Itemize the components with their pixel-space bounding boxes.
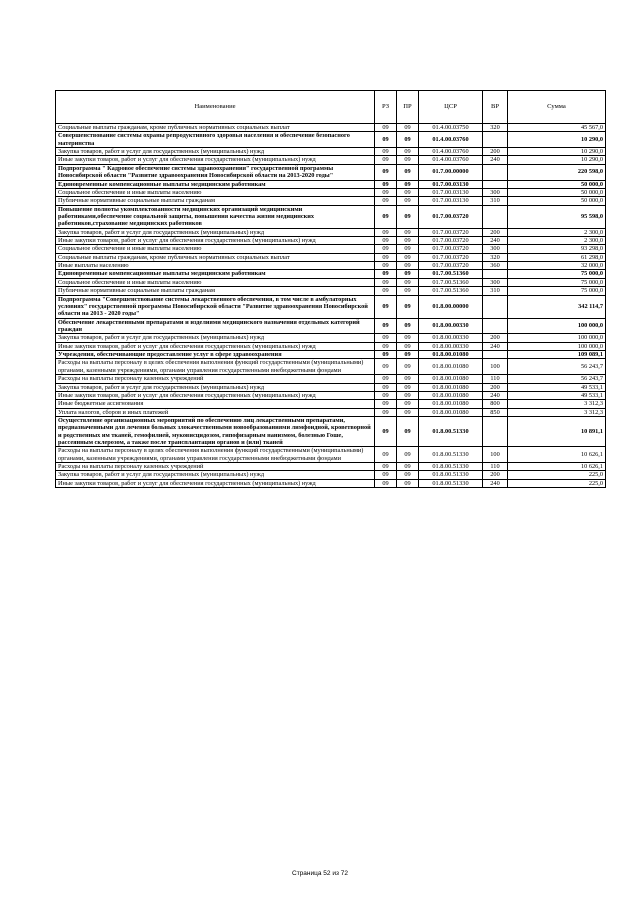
cell-rz: 09 [375,253,397,261]
cell-name: Публичные нормативные социальные выплаты гражданам [56,287,375,295]
cell-rz: 09 [375,400,397,408]
table-row [56,287,606,295]
cell-name: Социальное обеспечение и иные выплаты населению [56,188,375,196]
cell-name: Закупка товаров, работ и услуг для государственных (муниципальных) нужд [56,148,375,156]
cell-sum: 2 300,0 [508,237,606,245]
cell-csr: 01.7.00.00000 [419,164,483,180]
cell-name: Единовременные компенсационные выплаты медицинским работникам [56,180,375,188]
cell-csr: 01.8.00.51330 [419,416,483,446]
cell-csr: 01.4.00.03760 [419,156,483,164]
table-row [56,463,606,471]
cell-vr: 110 [483,375,508,383]
table-row [56,164,606,180]
cell-sum: 100 000,0 [508,334,606,342]
cell-csr: 01.7.00.03720 [419,205,483,228]
cell-pr: 09 [397,205,419,228]
cell-sum: 109 089,1 [508,351,606,359]
cell-sum: 50 000,0 [508,180,606,188]
header-pr: ПР [397,91,419,124]
cell-rz: 09 [375,132,397,148]
cell-name: Социальное обеспечение и иные выплаты населению [56,245,375,253]
cell-csr: 01.4.00.03750 [419,124,483,132]
cell-pr: 09 [397,278,419,286]
cell-csr: 01.7.00.03130 [419,180,483,188]
cell-vr: 300 [483,245,508,253]
cell-name: Иные закупки товаров, работ и услуг для обеспечения государственных (муниципальных) нужд [56,391,375,399]
cell-name: Уплата налогов, сборов и иных платежей [56,408,375,416]
cell-name: Единовременные компенсационные выплаты медицинским работникам [56,270,375,278]
cell-pr: 09 [397,156,419,164]
table-row [56,359,606,375]
cell-vr [483,318,508,334]
cell-sum: 100 000,0 [508,342,606,350]
cell-vr [483,180,508,188]
cell-vr: 200 [483,148,508,156]
table-row [56,124,606,132]
cell-sum: 225,0 [508,479,606,487]
cell-rz: 09 [375,278,397,286]
cell-csr: 01.8.00.00000 [419,295,483,318]
cell-sum: 49 533,1 [508,391,606,399]
cell-csr: 01.8.00.01080 [419,400,483,408]
cell-csr: 01.8.00.01080 [419,375,483,383]
cell-sum: 10 290,0 [508,132,606,148]
cell-name: Закупка товаров, работ и услуг для государственных (муниципальных) нужд [56,228,375,236]
table-row [56,132,606,148]
cell-name: Повышение полноты укомплектованности медицинских организаций медицинскими работниками,обеспечение социальной защиты, повышения качества жизни медицинских работников,страхование медицинских работников [56,205,375,228]
cell-pr: 09 [397,164,419,180]
table-row [56,228,606,236]
cell-sum: 95 598,0 [508,205,606,228]
cell-vr: 200 [483,383,508,391]
cell-sum: 61 298,0 [508,253,606,261]
cell-pr: 09 [397,408,419,416]
cell-csr: 01.7.00.51360 [419,278,483,286]
table-body [56,124,606,488]
cell-sum: 10 626,1 [508,447,606,463]
cell-sum: 49 533,1 [508,383,606,391]
cell-pr: 09 [397,180,419,188]
cell-vr: 310 [483,287,508,295]
table-row [56,342,606,350]
cell-sum: 50 000,0 [508,188,606,196]
cell-csr: 01.8.00.01080 [419,408,483,416]
cell-pr: 09 [397,479,419,487]
cell-pr: 09 [397,359,419,375]
table-row [56,295,606,318]
cell-csr: 01.7.00.03720 [419,253,483,261]
table-row [56,205,606,228]
cell-name: Осуществление организационных мероприятий по обеспечению лиц лекарственными препаратами, предназначенными для лечения больных злокачественными новообразованиями лимфоидной, кроветворной и родственных им тканей, гемофилией, муковисцидозом, гипофизарным нанизмом, болезнью Гоше, рассеянным склерозом, а также после трансплантации органов и (или) тканей [56,416,375,446]
cell-csr: 01.8.00.01080 [419,391,483,399]
cell-vr: 800 [483,400,508,408]
cell-csr: 01.8.00.01080 [419,383,483,391]
cell-name: Социальное обеспечение и иные выплаты населению [56,278,375,286]
cell-rz: 09 [375,156,397,164]
cell-sum: 3 312,3 [508,400,606,408]
cell-vr: 200 [483,334,508,342]
cell-name: Иные закупки товаров, работ и услуг для обеспечения государственных (муниципальных) нужд [56,342,375,350]
cell-name: Расходы на выплаты персоналу казенных учреждений [56,463,375,471]
cell-name: Учреждения, обеспечивающие предоставление услуг в сфере здравоохранения [56,351,375,359]
cell-csr: 01.7.00.03720 [419,262,483,270]
table-row [56,197,606,205]
budget-table [55,90,606,488]
cell-csr: 01.4.00.03760 [419,148,483,156]
header-name: Наименование [56,91,375,124]
cell-csr: 01.7.00.03720 [419,237,483,245]
cell-name: Иные закупки товаров, работ и услуг для обеспечения государственных (муниципальных) нужд [56,479,375,487]
cell-sum: 10 290,0 [508,156,606,164]
cell-rz: 09 [375,391,397,399]
cell-name: Расходы на выплаты персоналу в целях обеспечения выполнения функций государственными (муниципальными) органами, казенными учреждениями, органами управления государственными внебюджетными фондами [56,447,375,463]
cell-sum: 342 114,7 [508,295,606,318]
cell-rz: 09 [375,318,397,334]
cell-vr [483,164,508,180]
cell-sum: 93 298,0 [508,245,606,253]
cell-vr [483,351,508,359]
cell-pr: 09 [397,463,419,471]
cell-pr: 09 [397,132,419,148]
table-row [56,400,606,408]
cell-rz: 09 [375,479,397,487]
cell-pr: 09 [397,334,419,342]
cell-pr: 09 [397,351,419,359]
cell-name: Расходы на выплаты персоналу казенных учреждений [56,375,375,383]
cell-pr: 09 [397,245,419,253]
cell-vr: 300 [483,188,508,196]
cell-pr: 09 [397,400,419,408]
cell-vr: 100 [483,447,508,463]
cell-sum: 100 000,0 [508,318,606,334]
table-row [56,253,606,261]
cell-vr: 320 [483,124,508,132]
cell-sum: 2 300,0 [508,228,606,236]
cell-sum: 75 000,0 [508,287,606,295]
cell-name: Иные закупки товаров, работ и услуг для обеспечения государственных (муниципальных) нужд [56,156,375,164]
header-rz: РЗ [375,91,397,124]
cell-rz: 09 [375,180,397,188]
cell-name: Закупка товаров, работ и услуг для государственных (муниципальных) нужд [56,383,375,391]
cell-rz: 09 [375,408,397,416]
table-row [56,237,606,245]
table-row [56,334,606,342]
cell-pr: 09 [397,228,419,236]
cell-vr: 100 [483,359,508,375]
cell-csr: 01.8.00.01080 [419,351,483,359]
cell-sum: 32 000,0 [508,262,606,270]
cell-sum: 10 626,1 [508,463,606,471]
cell-pr: 09 [397,416,419,446]
cell-vr: 240 [483,391,508,399]
cell-csr: 01.7.00.03130 [419,188,483,196]
table-row [56,262,606,270]
cell-pr: 09 [397,270,419,278]
cell-vr: 240 [483,342,508,350]
cell-csr: 01.7.00.03720 [419,245,483,253]
cell-name: Публичные нормативные социальные выплаты гражданам [56,197,375,205]
cell-rz: 09 [375,270,397,278]
cell-pr: 09 [397,447,419,463]
cell-name: Иные выплаты населению [56,262,375,270]
cell-sum: 10 290,0 [508,148,606,156]
cell-name: Закупка товаров, работ и услуг для государственных (муниципальных) нужд [56,334,375,342]
cell-pr: 09 [397,318,419,334]
cell-pr: 09 [397,262,419,270]
cell-csr: 01.7.00.03720 [419,228,483,236]
cell-vr [483,416,508,446]
cell-rz: 09 [375,164,397,180]
cell-name: Иные закупки товаров, работ и услуг для обеспечения государственных (муниципальных) нужд [56,237,375,245]
table-row [56,375,606,383]
cell-pr: 09 [397,391,419,399]
cell-rz: 09 [375,295,397,318]
table-row [56,180,606,188]
table-row [56,318,606,334]
cell-vr [483,132,508,148]
cell-vr: 200 [483,228,508,236]
cell-rz: 09 [375,342,397,350]
cell-pr: 09 [397,197,419,205]
cell-name: Совершенствование системы охраны репродуктивного здоровья населения и обеспечение безопасного материнства [56,132,375,148]
cell-csr: 01.4.00.03760 [419,132,483,148]
cell-csr: 01.7.00.51360 [419,287,483,295]
cell-rz: 09 [375,351,397,359]
cell-vr [483,295,508,318]
table-row [56,156,606,164]
cell-rz: 09 [375,359,397,375]
header-sum: Сумма [508,91,606,124]
table-header [56,91,606,124]
cell-vr: 110 [483,463,508,471]
cell-pr: 09 [397,471,419,479]
cell-rz: 09 [375,447,397,463]
cell-csr: 01.8.00.51330 [419,447,483,463]
table-row [56,351,606,359]
cell-rz: 09 [375,245,397,253]
table-row [56,416,606,446]
cell-rz: 09 [375,375,397,383]
table-row [56,408,606,416]
cell-sum: 10 891,1 [508,416,606,446]
cell-name: Закупка товаров, работ и услуг для государственных (муниципальных) нужд [56,471,375,479]
cell-name: Подпрограмма " Кадровое обеспечение системы здравоохранения" государственной программы Новосибирской области "Развитие здравоохранения Новосибирской области на 2013-2020 годы" [56,164,375,180]
table-row [56,245,606,253]
cell-pr: 09 [397,383,419,391]
cell-name: Обеспечение лекарственными препаратами и изделиями медицинского назначения отдельных категорий граждан [56,318,375,334]
table-row [56,148,606,156]
cell-rz: 09 [375,383,397,391]
table-row [56,270,606,278]
cell-name: Расходы на выплаты персоналу в целях обеспечения выполнения функций государственными (муниципальными) органами, казенными учреждениями, органами управления государственными внебюджетными фондами [56,359,375,375]
cell-sum: 56 243,7 [508,359,606,375]
cell-pr: 09 [397,295,419,318]
cell-rz: 09 [375,148,397,156]
table-row [56,383,606,391]
cell-vr: 360 [483,262,508,270]
cell-pr: 09 [397,188,419,196]
table-row [56,479,606,487]
cell-csr: 01.7.00.51360 [419,270,483,278]
cell-pr: 09 [397,342,419,350]
cell-csr: 01.8.00.00330 [419,342,483,350]
cell-vr: 320 [483,253,508,261]
cell-name: Подпрограмма "Совершенствование системы лекарственного обеспечения, в том числе в амбулаторных условиях" государственной программы Новосибирской области "Развитие здравоохранения Новосибирской области на 2013 - 2020 годы" [56,295,375,318]
table-row [56,391,606,399]
cell-vr: 240 [483,156,508,164]
table-row [56,447,606,463]
cell-vr [483,270,508,278]
cell-vr: 200 [483,471,508,479]
cell-pr: 09 [397,237,419,245]
cell-csr: 01.8.00.00330 [419,318,483,334]
cell-csr: 01.8.00.51330 [419,479,483,487]
cell-pr: 09 [397,253,419,261]
header-row [56,91,606,124]
cell-name: Иные бюджетные ассигнования [56,400,375,408]
cell-vr: 300 [483,278,508,286]
cell-name: Социальные выплаты гражданам, кроме публичных нормативных социальных выплат [56,253,375,261]
cell-rz: 09 [375,416,397,446]
cell-name: Социальные выплаты гражданам, кроме публичных нормативных социальных выплат [56,124,375,132]
cell-rz: 09 [375,228,397,236]
cell-sum: 225,0 [508,471,606,479]
cell-pr: 09 [397,148,419,156]
cell-rz: 09 [375,463,397,471]
cell-sum: 75 000,0 [508,270,606,278]
header-vr: ВР [483,91,508,124]
cell-pr: 09 [397,375,419,383]
table-row [56,278,606,286]
cell-csr: 01.7.00.03130 [419,197,483,205]
cell-vr: 310 [483,197,508,205]
cell-sum: 3 312,3 [508,408,606,416]
cell-sum: 56 243,7 [508,375,606,383]
cell-rz: 09 [375,205,397,228]
cell-vr: 850 [483,408,508,416]
cell-vr: 240 [483,479,508,487]
cell-pr: 09 [397,287,419,295]
cell-pr: 09 [397,124,419,132]
cell-rz: 09 [375,287,397,295]
cell-sum: 50 000,0 [508,197,606,205]
cell-rz: 09 [375,334,397,342]
cell-csr: 01.8.00.51330 [419,471,483,479]
page-number: Страница 52 из 72 [292,870,348,877]
cell-rz: 09 [375,471,397,479]
table-row [56,471,606,479]
cell-vr [483,205,508,228]
cell-rz: 09 [375,237,397,245]
table-row [56,188,606,196]
cell-csr: 01.8.00.51330 [419,463,483,471]
cell-sum: 45 567,0 [508,124,606,132]
cell-sum: 75 000,0 [508,278,606,286]
cell-csr: 01.8.00.01080 [419,359,483,375]
cell-vr: 240 [483,237,508,245]
cell-rz: 09 [375,197,397,205]
cell-rz: 09 [375,124,397,132]
cell-rz: 09 [375,262,397,270]
cell-rz: 09 [375,188,397,196]
cell-sum: 220 598,0 [508,164,606,180]
header-csr: ЦСР [419,91,483,124]
cell-csr: 01.8.00.00330 [419,334,483,342]
